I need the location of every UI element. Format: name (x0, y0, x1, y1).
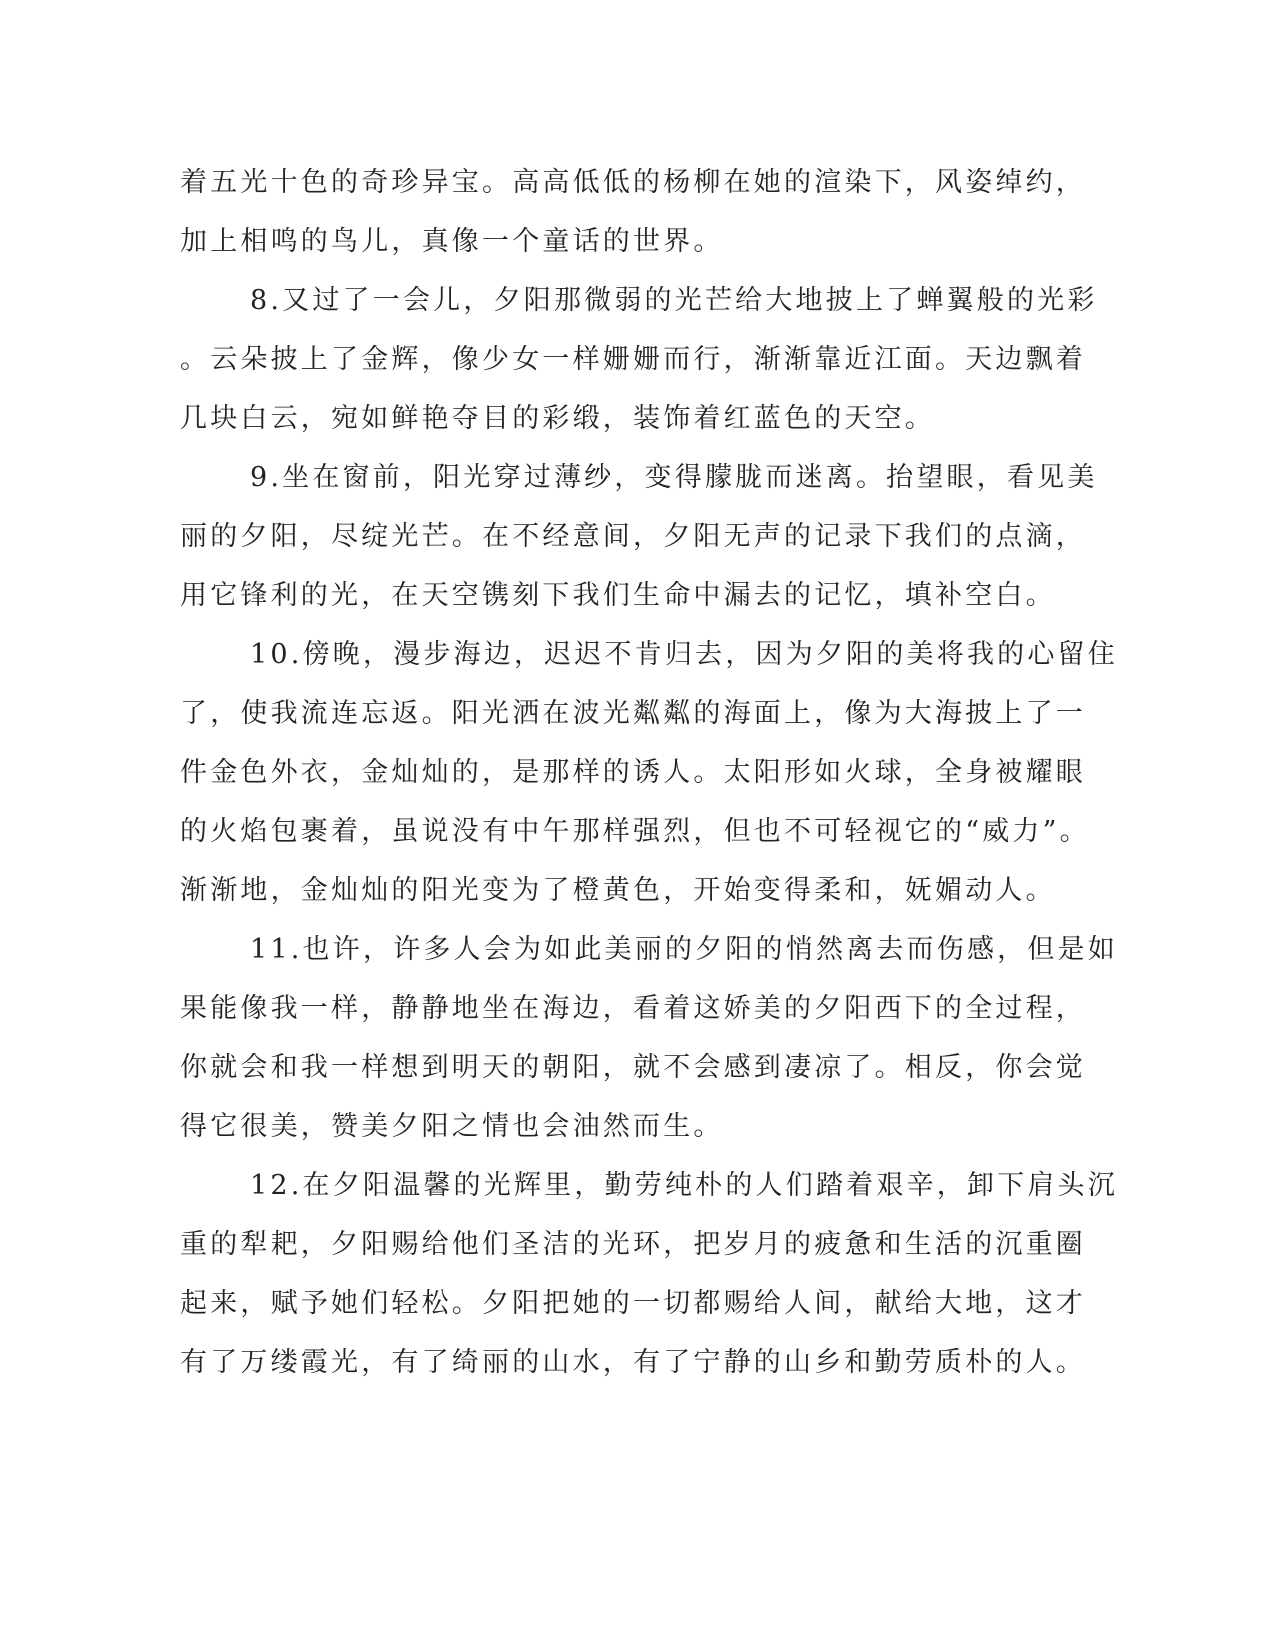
text-line: 丽的夕阳，尽绽光芒。在不经意间，夕阳无声的记录下我们的点滴， (180, 521, 1086, 552)
text-line: 渐渐地，金灿灿的阳光变为了橙黄色，开始变得柔和，妩媚动人。 (180, 875, 1056, 906)
text-line: 有了万缕霞光，有了绮丽的山水，有了宁静的山乡和勤劳质朴的人。 (180, 1347, 1086, 1378)
text-line: 。云朵披上了金辉，像少女一样姗姗而行，渐渐靠近江面。天边飘着 (180, 344, 1086, 375)
text-line: 重的犁耙，夕阳赐给他们圣洁的光环，把岁月的疲惫和生活的沉重圈 (180, 1229, 1086, 1260)
text-line: 加上相鸣的鸟儿，真像一个童话的世界。 (180, 226, 724, 257)
paragraph-9-start: 9.坐在窗前，阳光穿过薄纱，变得朦胧而迷离。抬望眼，看见美 (250, 462, 1098, 493)
paragraph-11-start: 11.也许，许多人会为如此美丽的夕阳的悄然离去而伤感，但是如 (250, 934, 1118, 965)
text-line: 了，使我流连忘返。阳光洒在波光粼粼的海面上，像为大海披上了一 (180, 698, 1086, 729)
text-line: 的火焰包裹着，虽说没有中午那样强烈，但也不可轻视它的“威力”。 (180, 816, 1090, 847)
text-line: 用它锋利的光，在天空镌刻下我们生命中漏去的记忆，填补空白。 (180, 580, 1056, 611)
text-line: 得它很美，赞美夕阳之情也会油然而生。 (180, 1111, 724, 1142)
text-line: 果能像我一样，静静地坐在海边，看着这娇美的夕阳西下的全过程， (180, 993, 1086, 1024)
text-line: 件金色外衣，金灿灿的，是那样的诱人。太阳形如火球，全身被耀眼 (180, 757, 1086, 788)
text-line: 几块白云，宛如鲜艳夺目的彩缎，装饰着红蓝色的天空。 (180, 403, 935, 434)
text-line: 着五光十色的奇珍异宝。高高低低的杨柳在她的渲染下，风姿绰约， (180, 167, 1086, 198)
text-line: 起来，赋予她们轻松。夕阳把她的一切都赐给人间，献给大地，这才 (180, 1288, 1086, 1319)
paragraph-12-start: 12.在夕阳温馨的光辉里，勤劳纯朴的人们踏着艰辛，卸下肩头沉 (250, 1170, 1118, 1201)
paragraph-8-start: 8.又过了一会儿，夕阳那微弱的光芒给大地披上了蝉翼般的光彩 (250, 285, 1098, 316)
document-body (180, 153, 1118, 1392)
text-line: 你就会和我一样想到明天的朝阳，就不会感到凄凉了。相反，你会觉 (180, 1052, 1086, 1083)
paragraph-10-start: 10.傍晚，漫步海边，迟迟不肯归去，因为夕阳的美将我的心留住 (250, 639, 1118, 670)
